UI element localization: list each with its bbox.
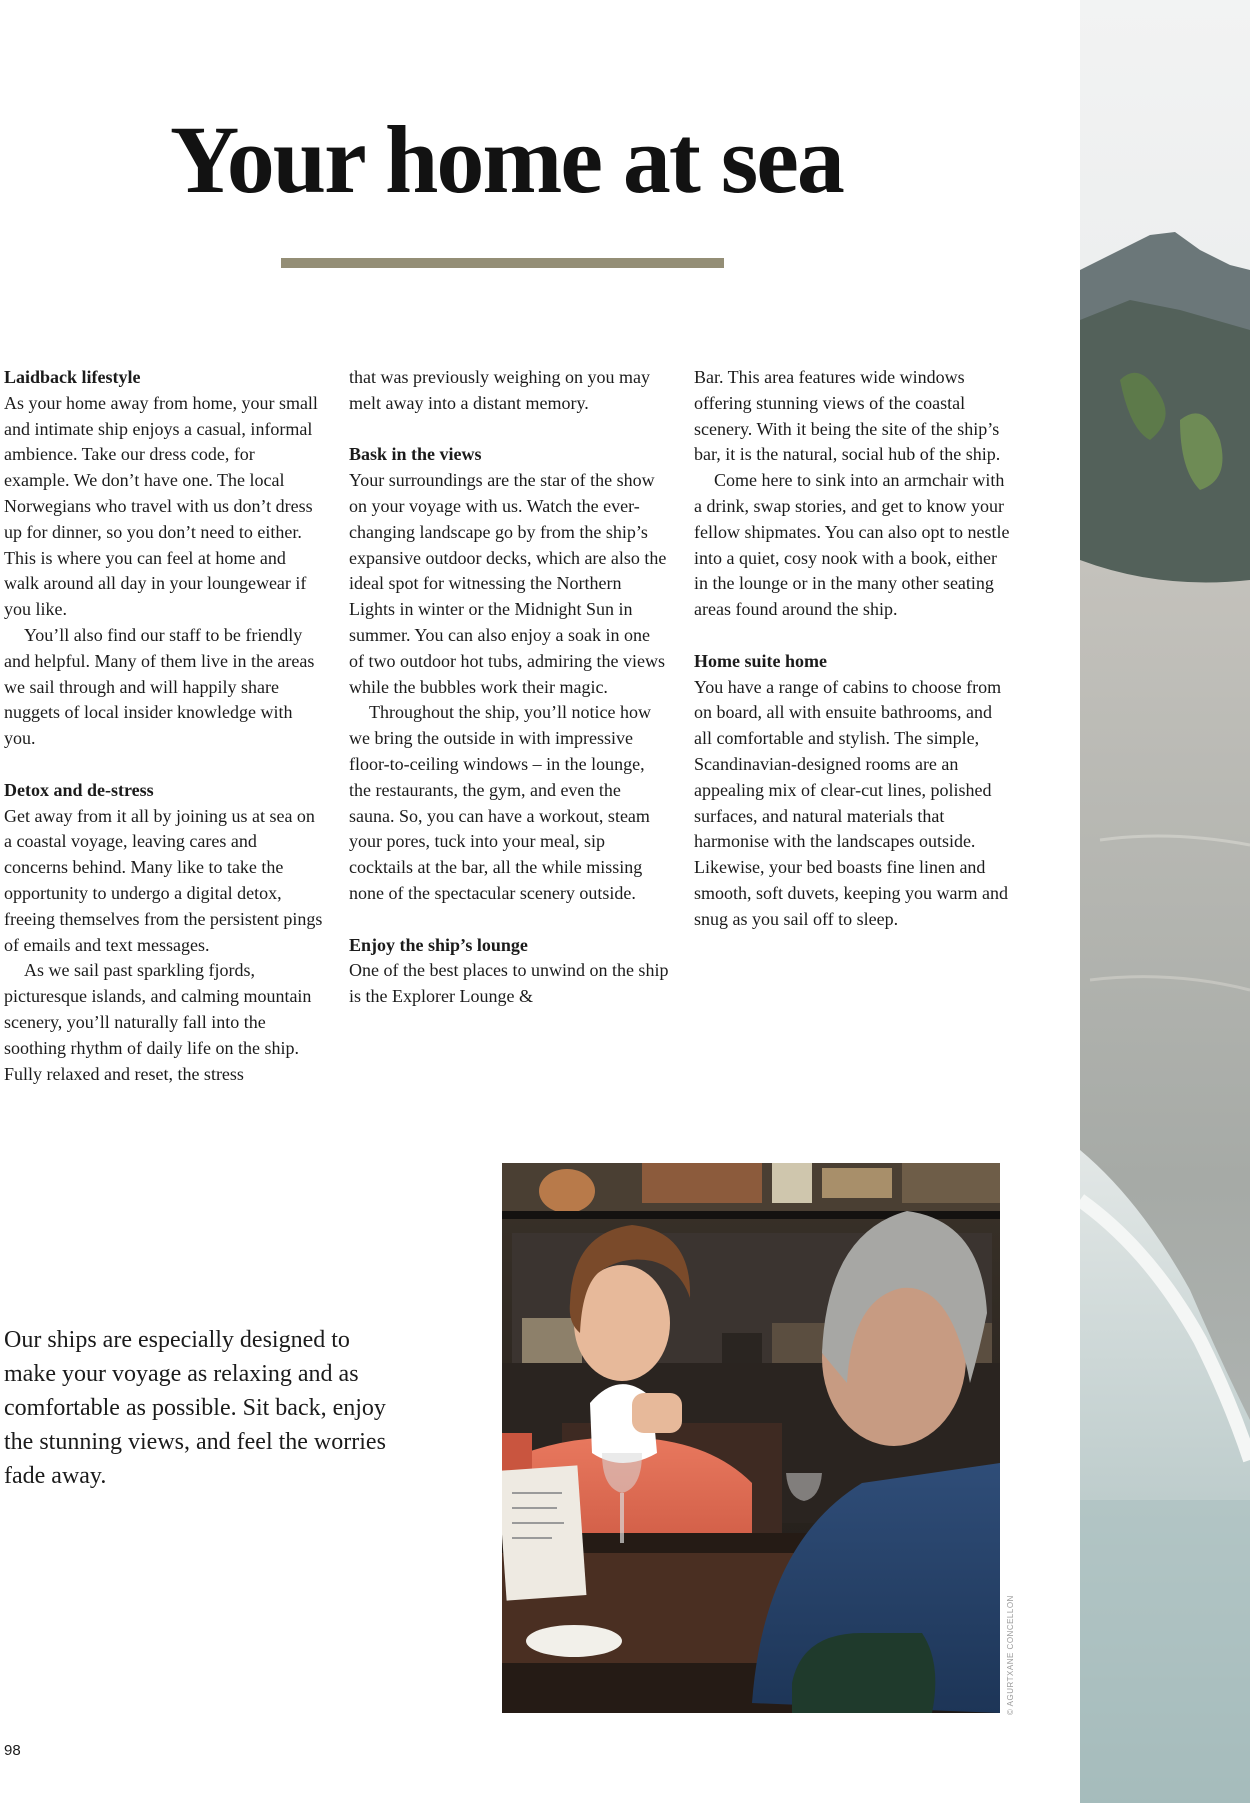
body-paragraph: One of the best places to unwind on the ship is the Explorer Lounge & bbox=[349, 960, 669, 1007]
title-divider bbox=[281, 258, 724, 268]
body-paragraph: Come here to sink into an armchair with a drink, swap stories, and get to know your fellow shipmates. You can also opt to nestle into a quiet, cosy nook with a book, either in the lounge or in the many other seating areas found around the ship. bbox=[694, 470, 1010, 620]
paragraph-gap bbox=[349, 907, 669, 933]
body-paragraph: Your surroundings are the star of the show on your voyage with us. Watch the ever-changing landscape go by from the ship’s expansive outdoor decks, which are also the ideal spot for witnessing the Northern Lights in winter or the Midnight Sun in summer. You can also enjoy a soak in one of two outdoor hot tubs, admiring the views while the bubbles work their magic. bbox=[349, 470, 667, 697]
body-paragraph: Throughout the ship, you’ll notice how we bring the outside in with impressive floor-to-ceiling windows – in the lounge, the restaurants, the gym, and even the sauna. So, you can have a workout, steam your pores, tuck into your meal, sip cocktails at the bar, all the while missing none of the spectacular scenery outside. bbox=[349, 702, 651, 903]
body-paragraph: that was previously weighing on you may melt away into a distant memory. bbox=[349, 367, 650, 413]
page-title: Your home at sea bbox=[170, 106, 843, 213]
page-number: 98 bbox=[4, 1742, 21, 1759]
pull-quote: Our ships are especially designed to make your voyage as relaxing and as comfortable as possible. Sit back, enjoy the stunning views, and feel the worries fade away. bbox=[4, 1327, 386, 1489]
section-heading: Bask in the views bbox=[349, 444, 482, 465]
paragraph-gap bbox=[349, 417, 669, 443]
coastal-scenery-image bbox=[1080, 0, 1250, 1803]
text-column-3 bbox=[694, 365, 1014, 933]
lounge-photo bbox=[502, 1163, 1000, 1713]
section-heading: Enjoy the ship’s lounge bbox=[349, 934, 528, 955]
body-paragraph: You have a range of cabins to choose from on board, all with ensuite bathrooms, and all comfortable and stylish. The simple, Scandinavian-designed rooms are an appealing mix of clear-cut lines, polished surfaces, and natural materials that harmonise with the landscapes outside. Likewise, your bed boasts fine linen and smooth, soft duvets, keeping you warm and snug as you sail off to sleep. bbox=[694, 676, 1008, 929]
body-paragraph: You’ll also find our staff to be friendly and helpful. Many of them live in the areas we sail through and will happily share nuggets of local insider knowledge with you. bbox=[4, 624, 315, 749]
body-paragraph: As your home away from home, your small and intimate ship enjoys a casual, informal ambience. Take our dress code, for example. We don’t have one. The local Norwegians who travel with us don’t dress up for dinner, so you don’t need to either. This is where you can feel at home and walk around all day in your loungewear if you like. bbox=[4, 392, 318, 620]
section-heading: Laidback lifestyle bbox=[4, 367, 141, 387]
photo-credit: © AGURTXANE CONCELLON bbox=[1006, 1595, 1015, 1715]
body-paragraph: As we sail past sparkling fjords, picturesque islands, and calming mountain scenery, you’ll naturally fall into the soothing rhythm of daily life on the ship. Fully relaxed and reset, the stress bbox=[4, 960, 312, 1084]
text-column-2 bbox=[349, 365, 669, 1010]
paragraph-gap bbox=[694, 623, 1014, 649]
body-paragraph: Get away from it all by joining us at sea on a coastal voyage, leaving cares and concerns behind. Many like to take the opportunity to undergo a digital detox, freeing themselves from the persistent pings of emails and text messages. bbox=[4, 805, 323, 955]
section-heading: Home suite home bbox=[694, 650, 827, 671]
paragraph-gap bbox=[4, 752, 324, 778]
body-paragraph: Bar. This area features wide windows offering stunning views of the coastal scenery. With it being the site of the ship’s bar, it is the natural, social hub of the ship. bbox=[694, 367, 1001, 465]
text-column-1 bbox=[4, 365, 324, 1087]
section-heading: Detox and de-stress bbox=[4, 779, 154, 800]
